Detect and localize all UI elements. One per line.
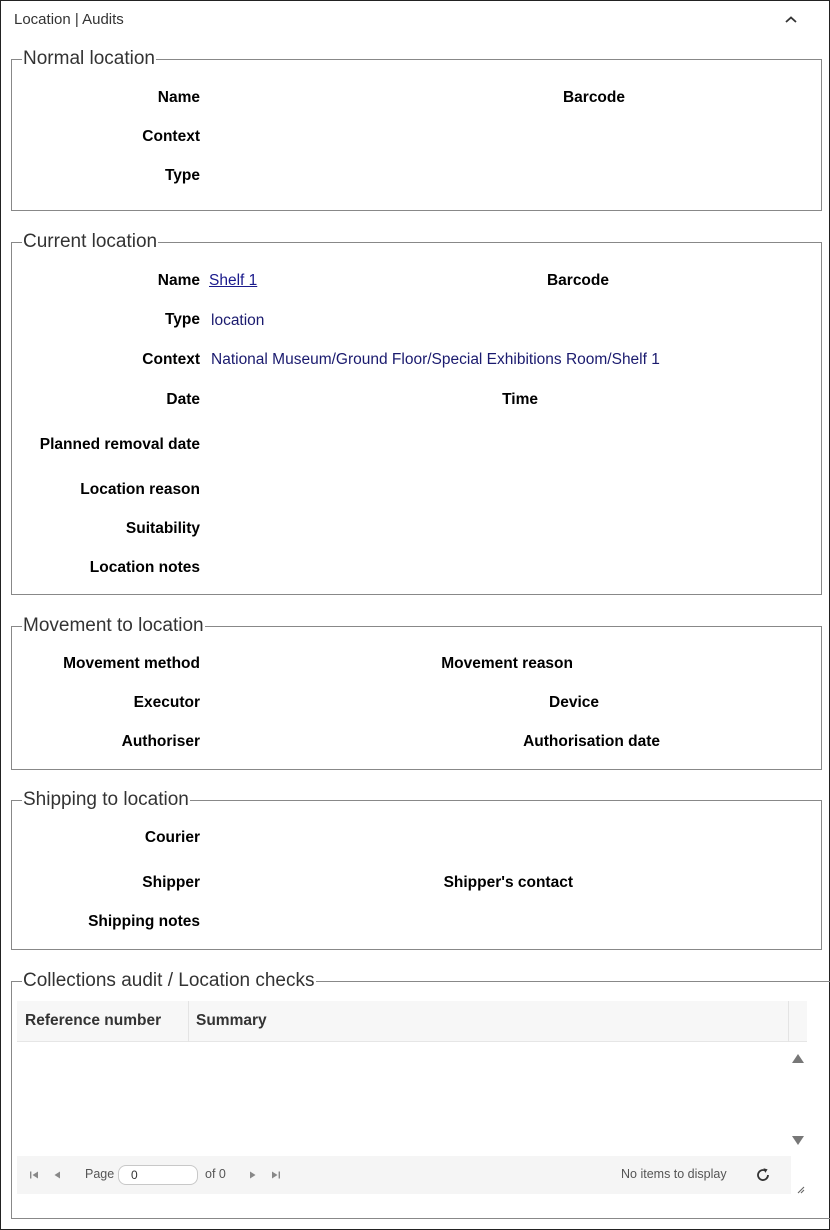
page-label: Page (85, 1167, 115, 1181)
barcode-label: Barcode (562, 89, 625, 106)
column-header-reference-number[interactable]: Reference number (25, 1012, 162, 1029)
page-count-label: of 0 (205, 1167, 226, 1181)
movement-legend: Movement to location (23, 615, 204, 636)
pager-status: No items to display (621, 1167, 727, 1181)
normal-location-legend: Normal location (23, 48, 155, 69)
location-reason-label: Location reason (80, 481, 200, 498)
panel-title: Location | Audits (14, 11, 124, 28)
planned-removal-date-label: Planned removal date (39, 436, 200, 453)
shipping-to-location-group (11, 789, 822, 950)
location-notes-label: Location notes (89, 559, 200, 576)
column-divider (188, 1001, 189, 1042)
refresh-icon[interactable] (754, 1166, 772, 1184)
type-value: location (211, 312, 265, 329)
context-label: Context (142, 351, 200, 368)
grid-pager (17, 1156, 791, 1194)
first-page-icon[interactable] (27, 1168, 41, 1182)
resize-handle-icon[interactable] (793, 1182, 805, 1194)
type-label: Type (164, 311, 200, 328)
prev-page-icon[interactable] (50, 1168, 64, 1182)
movement-reason-label: Movement reason (441, 655, 573, 672)
courier-label: Courier (144, 829, 200, 846)
current-location-group (11, 231, 822, 595)
movement-to-location-group (11, 615, 822, 770)
chevron-up-icon (779, 9, 803, 31)
shipper-label: Shipper (142, 874, 200, 891)
page-number-input[interactable] (118, 1165, 198, 1185)
context-label: Context (142, 128, 200, 145)
collapse-button[interactable] (779, 9, 803, 31)
date-label: Date (166, 391, 200, 408)
column-divider (788, 1001, 789, 1042)
current-location-legend: Current location (23, 231, 158, 252)
location-name-link[interactable]: Shelf 1 (209, 272, 258, 289)
type-label: Type (164, 167, 200, 184)
panel-header[interactable] (1, 1, 829, 37)
scroll-down-icon[interactable] (791, 1135, 805, 1147)
next-page-icon[interactable] (246, 1168, 260, 1182)
movement-method-label: Movement method (63, 655, 200, 672)
name-label: Name (157, 89, 200, 106)
normal-location-group (11, 48, 822, 211)
scroll-up-icon[interactable] (791, 1052, 805, 1064)
shipping-notes-label: Shipping notes (88, 913, 200, 930)
name-label: Name (157, 272, 200, 289)
authoriser-label: Authoriser (121, 733, 200, 750)
shipping-legend: Shipping to location (23, 789, 189, 810)
suitability-label: Suitability (125, 520, 200, 537)
authorisation-date-label: Authorisation date (523, 733, 660, 750)
barcode-label: Barcode (546, 272, 609, 289)
time-label: Time (502, 391, 538, 408)
audit-legend: Collections audit / Location checks (23, 970, 315, 991)
executor-label: Executor (133, 694, 200, 711)
grid-scrollbar[interactable] (788, 1042, 807, 1155)
audit-grid-header (17, 1001, 807, 1042)
device-label: Device (549, 694, 599, 711)
last-page-icon[interactable] (269, 1168, 283, 1182)
context-value: National Museum/Ground Floor/Special Exhibitions Room/Shelf 1 (211, 351, 660, 368)
column-header-summary[interactable]: Summary (196, 1012, 267, 1029)
shippers-contact-label: Shipper's contact (443, 874, 573, 891)
